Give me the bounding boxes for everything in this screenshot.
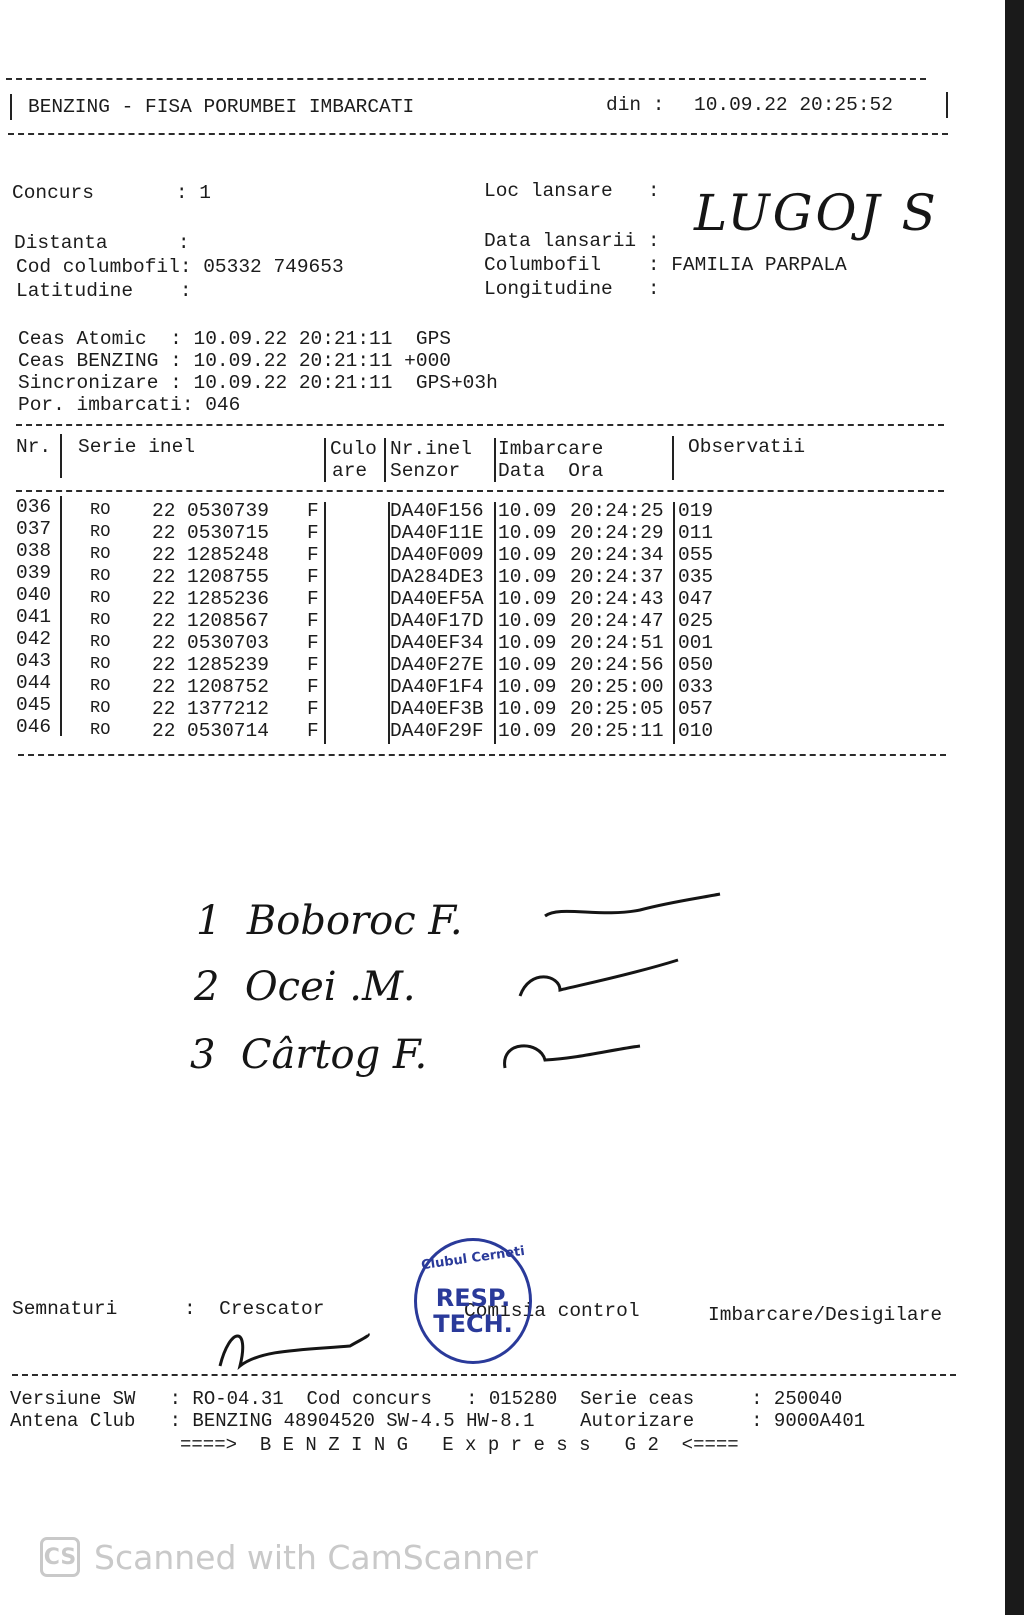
cell-sensor: DA40F009 [390,544,484,566]
info-concurs: Concurs : 1 [12,182,211,204]
clock-sync: Sincronizare : 10.09.22 20:21:11 GPS+03h [18,372,498,394]
camscanner-logo-icon: CS [40,1537,80,1577]
cell-time: 20:24:34 [570,544,664,566]
cell-year: 22 [152,522,176,544]
cell-sex: F [307,500,319,522]
handwritten-location: LUGOJ S [694,184,939,242]
stamp-core-line-2: TECH. [433,1310,513,1338]
info-cod-columbofil: Cod columbofil: 05332 749653 [16,256,344,278]
clock-benzing: Ceas BENZING : 10.09.22 20:21:11 +000 [18,350,451,372]
cell-sex: F [307,610,319,632]
info-longitudine: Longitudine : [484,278,660,300]
col-imbarcare: Imbarcare [498,438,604,460]
cell-ring: 1285236 [187,588,269,610]
cell-sex: F [307,720,319,742]
cell-date: 10.09 [498,698,557,720]
footer-banner: ====> B E N Z I N G E x p r e s s G 2 <==== [180,1434,739,1456]
cell-sensor: DA40F1F4 [390,676,484,698]
cell-year: 22 [152,566,176,588]
cell-date: 10.09 [498,610,557,632]
info-loc-lansare: Loc lansare : [484,180,660,202]
cell-sensor: DA40F17D [390,610,484,632]
cell-year: 22 [152,500,176,522]
col-data-ora: Data Ora [498,460,604,482]
info-columbofil: Columbofil : FAMILIA PARPALA [484,254,847,276]
cell-nr: 041 [16,606,52,628]
cell-time: 20:24:47 [570,610,664,632]
cell-date: 10.09 [498,588,557,610]
signatures-label: Semnaturi [12,1298,118,1320]
cell-observation: 050 [678,654,714,676]
cell-observation: 057 [678,698,714,720]
cell-ring: 0530714 [187,720,269,742]
cell-year: 22 [152,654,176,676]
cell-country: RO [90,721,111,740]
cell-observation: 025 [678,610,714,632]
cell-nr: 043 [16,650,52,672]
cell-nr: 036 [16,496,52,518]
club-stamp [414,1238,532,1364]
cell-year: 22 [152,698,176,720]
cell-ring: 1285248 [187,544,269,566]
cell-year: 22 [152,544,176,566]
divider [12,1374,956,1376]
din-label: din : [606,94,665,116]
cell-observation: 033 [678,676,714,698]
col-nr: Nr. [16,436,52,458]
col-nr-inel: Nr.inel [390,438,472,460]
cell-time: 20:24:25 [570,500,664,522]
cell-nr: 045 [16,694,52,716]
cell-sensor: DA40EF34 [390,632,484,654]
cell-observation: 001 [678,632,714,654]
handwritten-commission-3: 3 Cârtog F. [190,1032,428,1078]
cell-sensor: DA40F29F [390,720,484,742]
cell-ring: 1208567 [187,610,269,632]
cell-time: 20:24:56 [570,654,664,676]
cell-date: 10.09 [498,720,557,742]
camscanner-text: Scanned with CamScanner [94,1537,538,1577]
cell-time: 20:25:05 [570,698,664,720]
cell-date: 10.09 [498,522,557,544]
col-culoare: Culo [330,438,377,460]
cell-observation: 010 [678,720,714,742]
cell-year: 22 [152,610,176,632]
signature-comisia: Comisia control [464,1300,640,1322]
cell-country: RO [90,699,111,718]
col-observatii: Observatii [688,436,806,458]
cell-country: RO [90,545,111,564]
cell-year: 22 [152,720,176,742]
cell-time: 20:25:00 [570,676,664,698]
din-timestamp: 10.09.22 20:25:52 [694,94,893,116]
col-culoare-2: are [332,460,368,482]
cell-nr: 046 [16,716,52,738]
cell-date: 10.09 [498,632,557,654]
footer-version: Versiune SW : RO-04.31 Cod concurs : 015280 Serie ceas : 250040 [10,1388,843,1410]
info-data-lansarii: Data lansarii : [484,230,660,252]
cell-ring: 1285239 [187,654,269,676]
cell-country: RO [90,501,111,520]
col-senzor: Senzor [390,460,461,482]
cell-observation: 035 [678,566,714,588]
cell-nr: 042 [16,628,52,650]
cell-observation: 011 [678,522,714,544]
cell-country: RO [90,567,111,586]
cell-ring: 0530703 [187,632,269,654]
cell-time: 20:24:43 [570,588,664,610]
cell-country: RO [90,633,111,652]
cell-ring: 1208752 [187,676,269,698]
cell-sensor: DA40F11E [390,522,484,544]
cell-time: 20:24:37 [570,566,664,588]
cell-sensor: DA284DE3 [390,566,484,588]
cell-date: 10.09 [498,544,557,566]
col-serie-inel: Serie inel [78,436,196,458]
cell-date: 10.09 [498,676,557,698]
cell-date: 10.09 [498,566,557,588]
cell-sex: F [307,632,319,654]
info-latitudine: Latitudine : [16,280,192,302]
cell-nr: 037 [16,518,52,540]
cell-nr: 044 [16,672,52,694]
signature-crescator: : Crescator [184,1298,325,1320]
cell-date: 10.09 [498,500,557,522]
cell-sensor: DA40F156 [390,500,484,522]
cell-country: RO [90,677,111,696]
cell-time: 20:24:51 [570,632,664,654]
cell-time: 20:25:11 [570,720,664,742]
stamp-core-line-1: RESP. [435,1284,511,1312]
cell-nr: 038 [16,540,52,562]
cell-sex: F [307,566,319,588]
cell-sex: F [307,544,319,566]
cell-ring: 0530715 [187,522,269,544]
cell-time: 20:24:29 [570,522,664,544]
cell-sensor: DA40EF3B [390,698,484,720]
cell-sex: F [307,654,319,676]
cell-country: RO [90,589,111,608]
page-title: BENZING - FISA PORUMBEI IMBARCATI [28,96,415,118]
cell-nr: 039 [16,562,52,584]
cell-sex: F [307,676,319,698]
cell-sex: F [307,698,319,720]
cell-ring: 1377212 [187,698,269,720]
cell-year: 22 [152,588,176,610]
cell-ring: 1208755 [187,566,269,588]
cell-year: 22 [152,632,176,654]
cell-sensor: DA40F27E [390,654,484,676]
camscanner-watermark [40,1535,538,1579]
cell-ring: 0530739 [187,500,269,522]
cell-observation: 019 [678,500,714,522]
cell-sex: F [307,522,319,544]
cell-year: 22 [152,676,176,698]
clock-atomic: Ceas Atomic : 10.09.22 20:21:11 GPS [18,328,451,350]
signature-imbarcare: Imbarcare/Desigilare [708,1304,943,1326]
cell-date: 10.09 [498,654,557,676]
handwritten-commission-2: 2 Ocei .M. [194,964,416,1010]
footer-antena: Antena Club : BENZING 48904520 SW-4.5 HW-8.1 Autorizare : 9000A401 [10,1410,866,1432]
cell-sensor: DA40EF5A [390,588,484,610]
stamp-ring-text: Clubul Cerneti [420,1243,526,1274]
handwritten-commission-1: 1 Boboroc F. [196,898,463,944]
cell-country: RO [90,523,111,542]
cell-nr: 040 [16,584,52,606]
cell-country: RO [90,655,111,674]
info-distanta: Distanta : [14,232,190,254]
cell-country: RO [90,611,111,630]
pigeons-count: Por. imbarcati: 046 [18,394,241,416]
cell-sex: F [307,588,319,610]
cell-observation: 047 [678,588,714,610]
cell-observation: 055 [678,544,714,566]
